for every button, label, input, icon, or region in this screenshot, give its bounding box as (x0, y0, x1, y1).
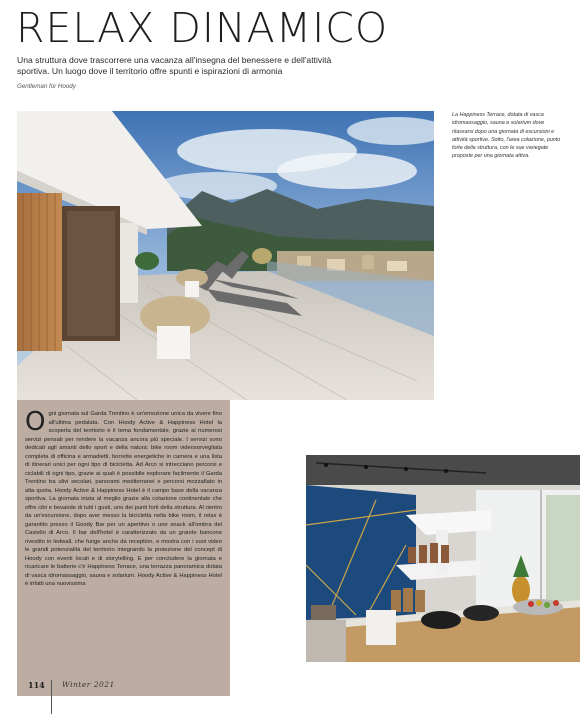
article-body (25, 407, 222, 589)
drop-cap: O (25, 407, 46, 437)
footer-divider (51, 680, 52, 714)
article-subtitle: Una struttura dove trascorrere una vacanza all'insegna del benessere e dell'attività sportiva. Un luogo dove il territorio offre spunti e ispirazioni di armonia (17, 55, 332, 76)
page-number: 114 (28, 680, 45, 690)
article-title: RELAX DINAMICO (16, 4, 389, 52)
buffet-photo (306, 455, 580, 662)
terrace-photo (17, 111, 434, 400)
article-byline: Gentleman for Hoody (17, 83, 76, 90)
issue-label: Winter 2021 (62, 680, 115, 689)
photo-caption: La Happiness Terrace, dotata di vasca idromassaggio, sauna e solarium dove rilassarsi dopo una giornata di escursioni e attività sportive. Sotto, l'area colazione, punto forte della struttura, con le sue variegate proposte per una giornata attiva. (452, 112, 561, 160)
article-body-text: gni giornata sul Garda Trentino è un'emozione unica da vivere fino all'ultima pedalata. Con Hoody Active & Happiness Hotel la scoperta del territorio è il tema fondamentale, grazie ai numerosi servizi pensati per rendere la vacanza ancora più speciale. I servizi sono dedicati agli amanti dello sport e della natura: bike room videosorvegliata completa di officina e armadietti, borrette energetiche in camera e una lista di itinerari unici per ogni tipo di bicicletta. Ad Arco si intrecciano percorsi e ciclabili di ogni tipo, grazie ai quali è possibile esplorare facilmente il Garda Trentino tra ulivi secolari, panorami mediterranei e percorsi mozzafiato in alta quota. Hoody Active & Happiness Hotel è il campo base della vacanza sportiva. La giornata inizia al meglio grazie alla colazione continentale che offre cibi e bevande di tutti i gusti, uno dei punti forti della struttura. Al rientro da un'escursione, dopo aver messo la bicicletta nella bike room, il relax è garantito presso il Goody Bar per un aperitivo o uno snack all'ombra del Castello di Arco. Il bar dell'hotel è caratterizzato da un grande bancone rivestito in ledwall, che funge anche da reception, e mostra con i suoi video le grandi potenzialità del territorio integrando la proiezione del concept di Hoody con eventi locali e di storytelling. E per concludere la giornata e ricaricare le batterie c'è Happiness Terrace, una terrazza panoramica dotata di vasca idromassaggio, sauna e solarium. Hoody Active & Happiness Hotel è infatti una nuovissima (25, 411, 222, 587)
